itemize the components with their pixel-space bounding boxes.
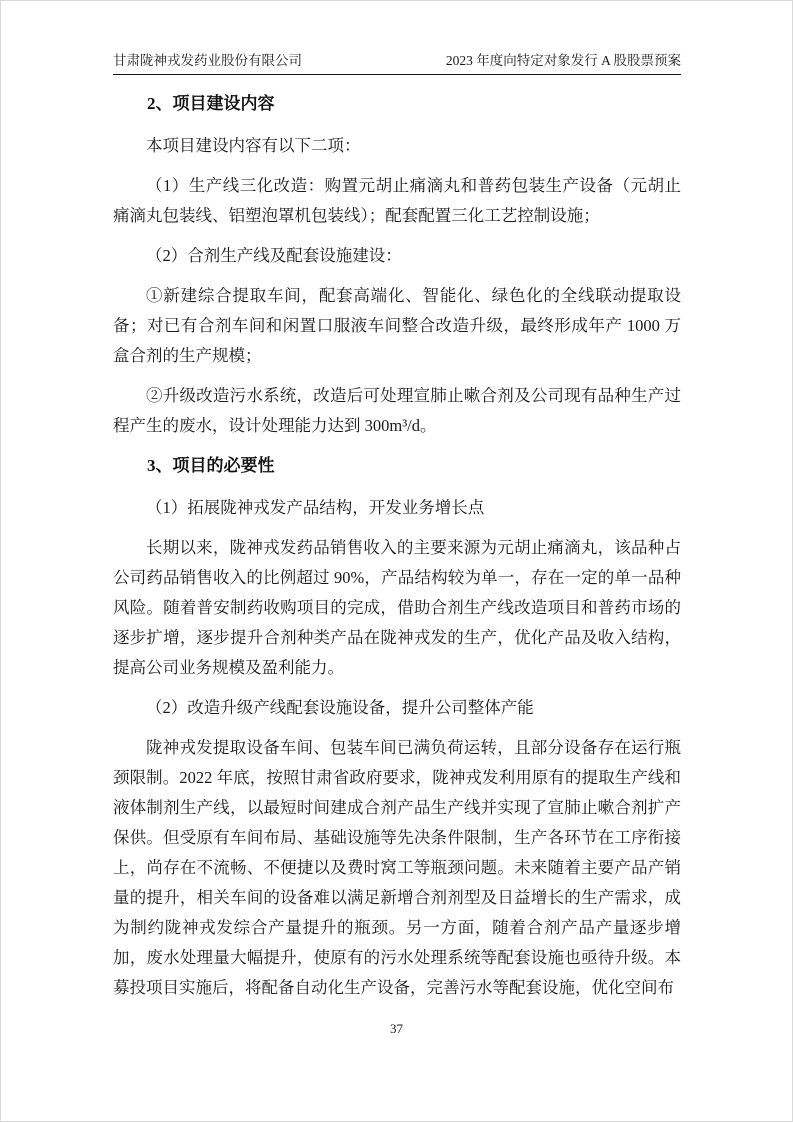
paragraph: （2）合剂生产线及配套设施建设： bbox=[146, 246, 402, 265]
page-footer bbox=[1, 1021, 792, 1037]
paragraph: 本项目建设内容有以下二项： bbox=[146, 136, 361, 155]
document-body bbox=[113, 89, 681, 1013]
section-heading-project-construction: 2、项目建设内容 bbox=[147, 94, 275, 113]
paragraph: （1）拓展陇神戎发产品结构，开发业务增长点 bbox=[146, 498, 485, 517]
paragraph: 长期以来，陇神戎发药品销售收入的主要来源为元胡止痛滴丸，该品种占公司药品销售收入的比例超过 90%，产品结构较为单一，存在一定的单一品种风险。随着普安制药收购项目的完成，借助合剂生产线改造项目和普药市场的逐步扩增，逐步提升合剂种类产品在陇神戎发的生产，优化产品及收入结构，提高公司业务规模及盈利能力。 bbox=[113, 538, 681, 677]
paragraph: 陇神戎发提取设备车间、包装车间已满负荷运转，且部分设备存在运行瓶颈限制。2022 年底，按照甘肃省政府要求，陇神戎发利用原有的提取生产线和液体制剂生产线，以最短时间建成合剂产品生产线并实现了宣肺止嗽合剂扩产保供。但受原有车间布局、基础设施等先决条件限制，生产各环节在工序衔接上，尚存在不流畅、不便捷以及费时窝工等瓶颈问题。未来随着主要产品产销量的提升，相关车间的设备难以满足新增合剂剂型及日益增长的生产需求，成为制约陇神戎发综合产量提升的瓶颈。另一方面，随着合剂产品产量逐步增加，废水处理量大幅提升，使原有的污水处理系统等配套设施也亟待升级。本募投项目实施后，将配备自动化生产设备，完善污水等配套设施，优化空间布 bbox=[113, 738, 681, 997]
page-number: 37 bbox=[390, 1021, 403, 1036]
paragraph: ②升级改造污水系统，改造后可处理宣肺止嗽合剂及公司现有品种生产过程产生的废水，设计处理能力达到 300m³/d。 bbox=[113, 386, 681, 435]
paragraph: （2）改造升级产线配套设施设备，提升公司整体产能 bbox=[146, 698, 534, 717]
header-document-title: 2023 年度向特定对象发行 A 股股票预案 bbox=[445, 53, 681, 68]
paragraph: （1）生产线三化改造：购置元胡止痛滴丸和普药包装生产设备（元胡止痛滴丸包装线、铝塑泡罩机包装线）；配套配置三化工艺控制设施； bbox=[113, 176, 681, 225]
header-company-name: 甘肃陇神戎发药业股份有限公司 bbox=[113, 53, 302, 68]
section-heading-project-necessity: 3、项目的必要性 bbox=[147, 456, 275, 475]
page-header bbox=[113, 1, 681, 75]
paragraph: ①新建综合提取车间，配套高端化、智能化、绿色化的全线联动提取设备；对已有合剂车间和闲置口服液车间整合改造升级，最终形成年产 1000 万盒合剂的生产规模； bbox=[113, 286, 681, 365]
